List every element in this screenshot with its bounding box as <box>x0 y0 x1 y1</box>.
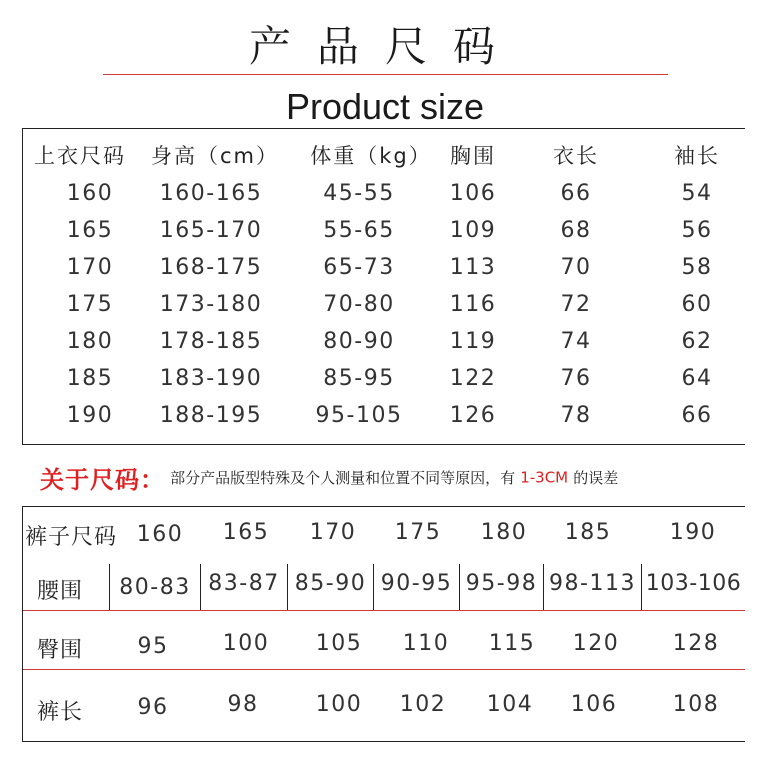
pants-length-label: 裤长 <box>37 700 84 725</box>
note-title: 关于尺码： <box>40 466 165 494</box>
waist-value: 83-87 <box>208 571 280 596</box>
table-row <box>23 361 745 397</box>
cell-size: 160 <box>66 181 114 206</box>
hip-value: 95 <box>137 634 169 659</box>
cell-length: 70 <box>560 255 592 280</box>
hip-value: 110 <box>402 631 450 656</box>
cell-sleeve: 64 <box>681 366 713 391</box>
waist-value: 90-95 <box>380 571 453 596</box>
note-text: 部分产品版型特殊及个人测量和位置不同等原因，有 <box>170 469 516 487</box>
pants-size-value: 175 <box>394 520 442 545</box>
row-divider <box>23 669 745 670</box>
waist-value: 80-83 <box>119 575 191 600</box>
waist-value: 85-90 <box>294 571 367 596</box>
cell-size: 185 <box>66 366 114 391</box>
waist-value: 98-113 <box>549 571 636 596</box>
note-text-end: 的误差 <box>573 469 619 487</box>
page-title-chinese: 产品尺码 <box>248 22 521 71</box>
pants-size-value: 185 <box>564 520 612 545</box>
table-row <box>23 250 745 286</box>
cell-chest: 116 <box>449 292 497 317</box>
pants-length-value: 104 <box>486 692 534 717</box>
table-row <box>23 176 745 212</box>
table-header-row <box>23 138 745 174</box>
title-divider <box>103 74 668 75</box>
header-sleeve: 袖长 <box>674 144 720 168</box>
cell-size: 180 <box>66 329 114 354</box>
cell-size: 190 <box>66 403 114 428</box>
pants-length-value: 96 <box>137 695 169 720</box>
cell-weight: 70-80 <box>323 292 395 317</box>
cell-sleeve: 62 <box>681 329 713 354</box>
pants-length-value: 106 <box>570 692 618 717</box>
cell-size: 165 <box>66 218 114 243</box>
cell-chest: 119 <box>449 329 497 354</box>
hip-value: 120 <box>572 631 620 656</box>
cell-size: 175 <box>66 292 114 317</box>
cell-height: 168-175 <box>159 255 263 280</box>
pants-length-value: 98 <box>227 692 259 717</box>
hip-value: 115 <box>488 631 536 656</box>
table-row <box>23 398 745 434</box>
cell-height: 183-190 <box>159 366 263 391</box>
cell-sleeve: 54 <box>681 181 713 206</box>
row-divider <box>23 610 745 611</box>
cell-weight: 95-105 <box>315 403 403 428</box>
pants-length-value: 108 <box>672 692 720 717</box>
waist-value: 103-106 <box>645 571 742 596</box>
note-highlight: 1-3CM <box>520 468 569 487</box>
cell-chest: 113 <box>449 255 497 280</box>
cell-length: 78 <box>560 403 592 428</box>
cell-height: 165-170 <box>159 218 263 243</box>
page-title-english: Product size <box>285 86 485 127</box>
cell-weight: 45-55 <box>323 181 395 206</box>
cell-weight: 85-95 <box>323 366 395 391</box>
cell-size: 170 <box>66 255 114 280</box>
cell-height: 188-195 <box>159 403 263 428</box>
cell-weight: 80-90 <box>323 329 395 354</box>
pants-size-value: 190 <box>669 520 717 545</box>
size-note <box>40 460 760 496</box>
pants-size-label: 裤子尺码 <box>25 525 118 550</box>
hip-value: 100 <box>222 631 270 656</box>
pants-length-value: 100 <box>315 692 363 717</box>
cell-sleeve: 66 <box>681 403 713 428</box>
pants-size-table <box>22 506 745 742</box>
top-size-table <box>22 128 745 445</box>
table-row <box>23 324 745 360</box>
cell-length: 76 <box>560 366 592 391</box>
hip-value: 128 <box>672 631 720 656</box>
cell-chest: 126 <box>449 403 497 428</box>
cell-chest: 109 <box>449 218 497 243</box>
waist-label: 腰围 <box>37 579 84 604</box>
header-top-size: 上衣尺码 <box>34 144 126 168</box>
cell-chest: 122 <box>449 366 497 391</box>
cell-height: 173-180 <box>159 292 263 317</box>
pants-size-value: 160 <box>136 522 184 547</box>
cell-length: 66 <box>560 181 592 206</box>
table-row <box>23 213 745 249</box>
header-weight: 体重（kg） <box>310 144 432 168</box>
pants-length-value: 102 <box>399 692 447 717</box>
cell-weight: 65-73 <box>323 255 395 280</box>
pants-size-value: 165 <box>222 520 270 545</box>
cell-length: 74 <box>560 329 592 354</box>
cell-height: 160-165 <box>159 181 263 206</box>
cell-length: 68 <box>560 218 592 243</box>
header-length: 衣长 <box>553 144 599 168</box>
cell-sleeve: 58 <box>681 255 713 280</box>
cell-sleeve: 60 <box>681 292 713 317</box>
cell-length: 72 <box>560 292 592 317</box>
waist-value: 95-98 <box>465 571 538 596</box>
cell-sleeve: 56 <box>681 218 713 243</box>
cell-chest: 106 <box>449 181 497 206</box>
pants-size-value: 170 <box>309 520 357 545</box>
header-chest: 胸围 <box>450 144 496 168</box>
hip-label: 臀围 <box>37 638 84 663</box>
pants-size-value: 180 <box>480 520 528 545</box>
header-height: 身高（cm） <box>150 144 279 168</box>
table-row <box>23 287 745 323</box>
hip-value: 105 <box>315 631 363 656</box>
cell-weight: 55-65 <box>323 218 395 243</box>
cell-height: 178-185 <box>159 329 263 354</box>
